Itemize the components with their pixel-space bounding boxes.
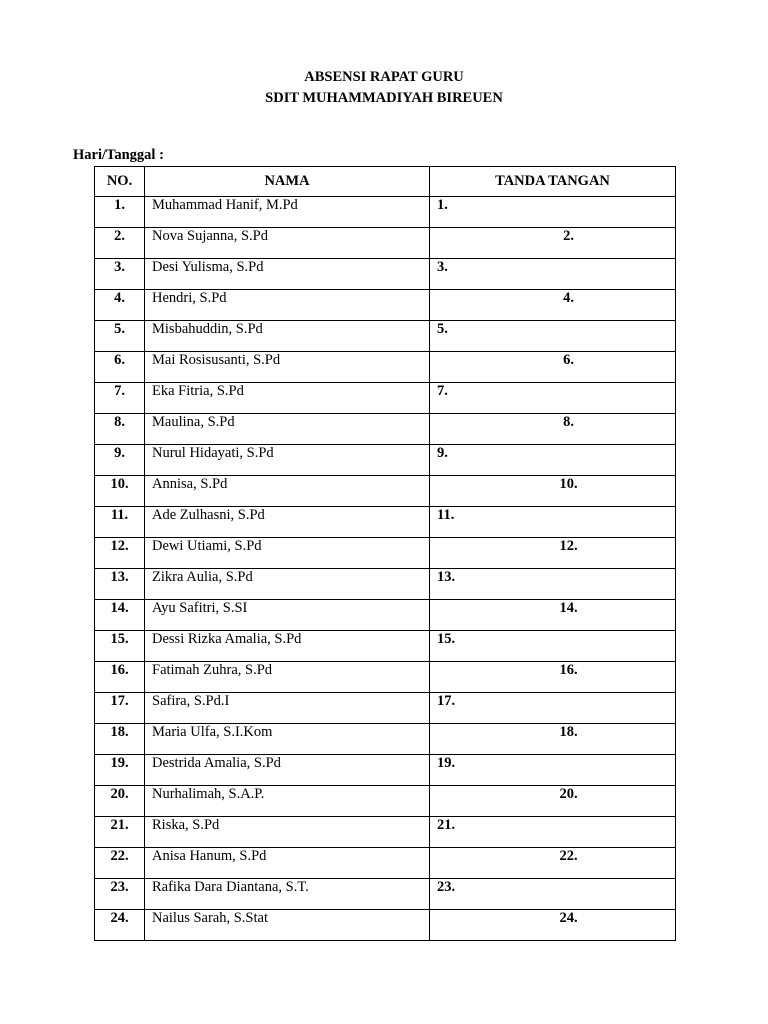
row-number: 11. bbox=[95, 507, 145, 538]
table-row bbox=[95, 569, 676, 600]
row-number: 17. bbox=[95, 693, 145, 724]
signature-number: 10. bbox=[559, 476, 578, 492]
row-number: 6. bbox=[95, 352, 145, 383]
signature-cell bbox=[430, 755, 676, 786]
table-row bbox=[95, 290, 676, 321]
teacher-name: Nurul Hidayati, S.Pd bbox=[145, 445, 430, 476]
date-label: Hari/Tanggal : bbox=[73, 147, 164, 163]
table-body bbox=[95, 197, 676, 941]
table-row bbox=[95, 817, 676, 848]
table-row bbox=[95, 352, 676, 383]
signature-number: 5. bbox=[437, 321, 448, 337]
signature-cell bbox=[430, 352, 676, 383]
row-number: 12. bbox=[95, 538, 145, 569]
row-number: 20. bbox=[95, 786, 145, 817]
signature-number: 4. bbox=[563, 290, 574, 306]
row-number: 16. bbox=[95, 662, 145, 693]
signature-number: 24. bbox=[559, 910, 578, 926]
school-name: SDIT MUHAMMADIYAH BIREUEN bbox=[265, 90, 503, 106]
table-row bbox=[95, 476, 676, 507]
signature-cell bbox=[430, 445, 676, 476]
table-row bbox=[95, 445, 676, 476]
signature-number: 16. bbox=[559, 662, 578, 678]
signature-number: 23. bbox=[437, 879, 456, 895]
row-number: 13. bbox=[95, 569, 145, 600]
signature-number: 20. bbox=[559, 786, 578, 802]
signature-cell bbox=[430, 848, 676, 879]
teacher-name: Maulina, S.Pd bbox=[145, 414, 430, 445]
table-row bbox=[95, 197, 676, 228]
table-row bbox=[95, 910, 676, 941]
teacher-name: Rafika Dara Diantana, S.T. bbox=[145, 879, 430, 910]
signature-number: 1. bbox=[437, 197, 448, 213]
signature-cell bbox=[430, 693, 676, 724]
table-row bbox=[95, 321, 676, 352]
document-title: ABSENSI RAPAT GURU bbox=[304, 69, 464, 85]
row-number: 5. bbox=[95, 321, 145, 352]
row-number: 23. bbox=[95, 879, 145, 910]
teacher-name: Riska, S.Pd bbox=[145, 817, 430, 848]
signature-number: 22. bbox=[559, 848, 578, 864]
table-row bbox=[95, 538, 676, 569]
table-header-row bbox=[95, 167, 676, 197]
teacher-name: Mai Rosisusanti, S.Pd bbox=[145, 352, 430, 383]
signature-number: 14. bbox=[559, 600, 578, 616]
table-row bbox=[95, 507, 676, 538]
row-number: 9. bbox=[95, 445, 145, 476]
row-number: 24. bbox=[95, 910, 145, 941]
signature-cell bbox=[430, 228, 676, 259]
signature-number: 18. bbox=[559, 724, 578, 740]
teacher-name: Dewi Utiami, S.Pd bbox=[145, 538, 430, 569]
signature-cell bbox=[430, 879, 676, 910]
signature-cell bbox=[430, 197, 676, 228]
signature-cell bbox=[430, 383, 676, 414]
signature-cell bbox=[430, 290, 676, 321]
row-number: 8. bbox=[95, 414, 145, 445]
signature-number: 8. bbox=[563, 414, 574, 430]
row-number: 1. bbox=[95, 197, 145, 228]
row-number: 14. bbox=[95, 600, 145, 631]
signature-cell bbox=[430, 724, 676, 755]
signature-cell bbox=[430, 538, 676, 569]
teacher-name: Dessi Rizka Amalia, S.Pd bbox=[145, 631, 430, 662]
signature-number: 13. bbox=[437, 569, 456, 585]
table-row bbox=[95, 600, 676, 631]
teacher-name: Ade Zulhasni, S.Pd bbox=[145, 507, 430, 538]
teacher-name: Desi Yulisma, S.Pd bbox=[145, 259, 430, 290]
signature-cell bbox=[430, 507, 676, 538]
signature-number: 3. bbox=[437, 259, 448, 275]
table-row bbox=[95, 662, 676, 693]
column-header-signature: TANDA TANGAN bbox=[430, 167, 676, 197]
table-row bbox=[95, 848, 676, 879]
signature-number: 21. bbox=[437, 817, 456, 833]
row-number: 15. bbox=[95, 631, 145, 662]
row-number: 3. bbox=[95, 259, 145, 290]
row-number: 2. bbox=[95, 228, 145, 259]
table-row bbox=[95, 786, 676, 817]
teacher-name: Nailus Sarah, S.Stat bbox=[145, 910, 430, 941]
signature-cell bbox=[430, 321, 676, 352]
row-number: 19. bbox=[95, 755, 145, 786]
signature-number: 7. bbox=[437, 383, 448, 399]
signature-number: 12. bbox=[559, 538, 578, 554]
signature-cell bbox=[430, 476, 676, 507]
signature-number: 15. bbox=[437, 631, 456, 647]
signature-cell bbox=[430, 631, 676, 662]
signature-number: 9. bbox=[437, 445, 448, 461]
teacher-name: Annisa, S.Pd bbox=[145, 476, 430, 507]
teacher-name: Muhammad Hanif, M.Pd bbox=[145, 197, 430, 228]
signature-number: 17. bbox=[437, 693, 456, 709]
column-header-name: NAMA bbox=[145, 167, 430, 197]
signature-cell bbox=[430, 662, 676, 693]
signature-cell bbox=[430, 786, 676, 817]
row-number: 21. bbox=[95, 817, 145, 848]
teacher-name: Nurhalimah, S.A.P. bbox=[145, 786, 430, 817]
signature-number: 19. bbox=[437, 755, 456, 771]
teacher-name: Destrida Amalia, S.Pd bbox=[145, 755, 430, 786]
teacher-name: Zikra Aulia, S.Pd bbox=[145, 569, 430, 600]
row-number: 22. bbox=[95, 848, 145, 879]
signature-cell bbox=[430, 414, 676, 445]
row-number: 4. bbox=[95, 290, 145, 321]
teacher-name: Hendri, S.Pd bbox=[145, 290, 430, 321]
signature-cell bbox=[430, 910, 676, 941]
signature-cell bbox=[430, 569, 676, 600]
teacher-name: Nova Sujanna, S.Pd bbox=[145, 228, 430, 259]
table-row bbox=[95, 631, 676, 662]
table-row bbox=[95, 879, 676, 910]
table-row bbox=[95, 755, 676, 786]
signature-cell bbox=[430, 817, 676, 848]
table-row bbox=[95, 259, 676, 290]
table-row bbox=[95, 693, 676, 724]
teacher-name: Fatimah Zuhra, S.Pd bbox=[145, 662, 430, 693]
signature-number: 11. bbox=[437, 507, 455, 523]
column-header-no: NO. bbox=[95, 167, 145, 197]
teacher-name: Maria Ulfa, S.I.Kom bbox=[145, 724, 430, 755]
row-number: 18. bbox=[95, 724, 145, 755]
signature-cell bbox=[430, 600, 676, 631]
row-number: 7. bbox=[95, 383, 145, 414]
table-row bbox=[95, 228, 676, 259]
teacher-name: Anisa Hanum, S.Pd bbox=[145, 848, 430, 879]
attendance-table bbox=[94, 166, 676, 941]
row-number: 10. bbox=[95, 476, 145, 507]
table-row bbox=[95, 724, 676, 755]
teacher-name: Safira, S.Pd.I bbox=[145, 693, 430, 724]
teacher-name: Misbahuddin, S.Pd bbox=[145, 321, 430, 352]
signature-number: 2. bbox=[563, 228, 574, 244]
teacher-name: Ayu Safitri, S.SI bbox=[145, 600, 430, 631]
table-row bbox=[95, 414, 676, 445]
signature-number: 6. bbox=[563, 352, 574, 368]
teacher-name: Eka Fitria, S.Pd bbox=[145, 383, 430, 414]
table-row bbox=[95, 383, 676, 414]
signature-cell bbox=[430, 259, 676, 290]
